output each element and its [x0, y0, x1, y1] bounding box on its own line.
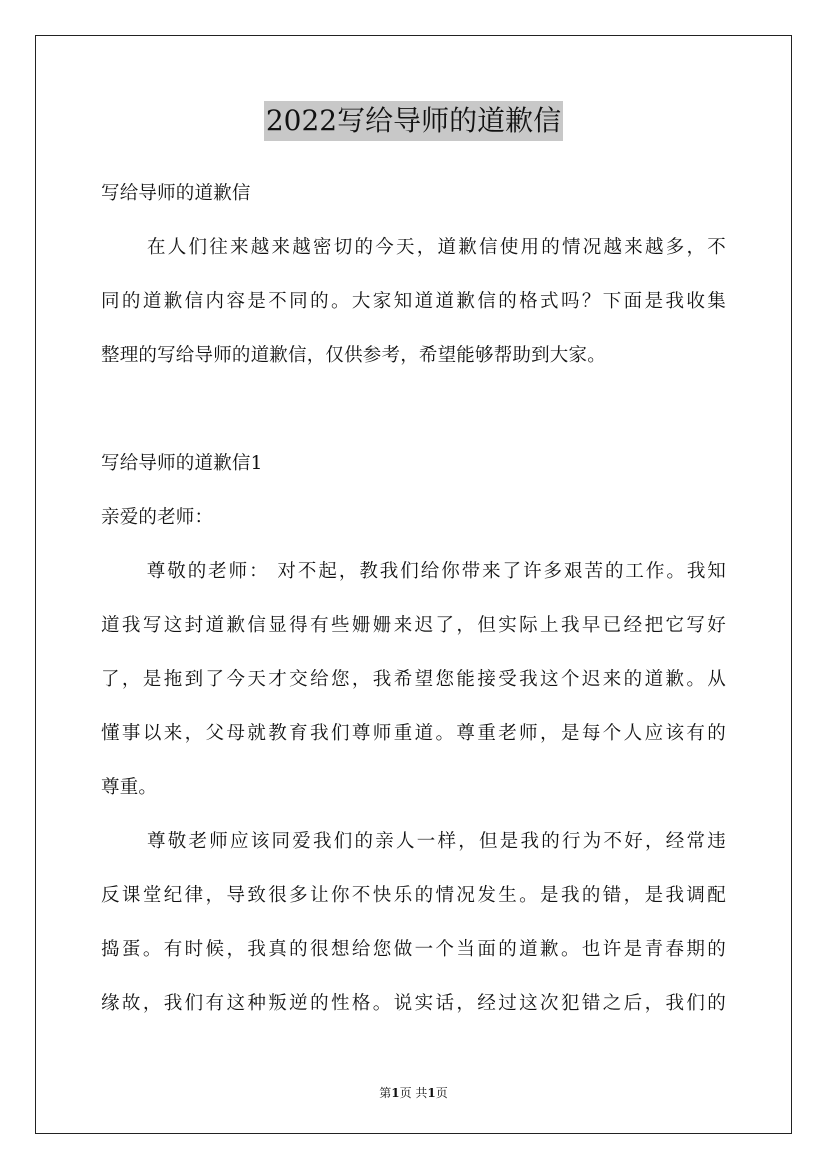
paragraph-line: 懂事以来，父母就教育我们尊师重道。尊重老师，是每个人应该有的	[101, 723, 726, 744]
paragraph-line	[101, 236, 726, 260]
page-footer	[0, 1085, 827, 1101]
salutation: 亲爱的老师：	[101, 507, 214, 528]
paragraph-line: 捣蛋。有时候，我真的很想给您做一个当面的道歉。也许是青春期的	[101, 939, 726, 960]
paragraph-line: 了，是拖到了今天才交给您，我希望您能接受我这个迟来的道歉。从	[101, 669, 726, 690]
footer-suffix: 页	[435, 1086, 448, 1100]
paragraph-line	[101, 830, 726, 854]
paragraph-line: 反课堂纪律，导致很多让你不快乐的情况发生。是我的错，是我调配	[101, 885, 726, 906]
footer-prefix: 第	[379, 1086, 392, 1100]
letter-heading: 写给导师的道歉信1	[101, 453, 263, 474]
footer-mid: 页 共	[399, 1086, 428, 1100]
paragraph-line	[101, 560, 726, 584]
paragraph-line: 道我写这封道歉信显得有些姗姗来迟了，但实际上我早已经把它写好	[101, 615, 726, 636]
paragraph-line: 整理的写给导师的道歉信，仅供参考，希望能够帮助到大家。	[101, 345, 606, 366]
paragraph-text: 尊敬老师应该同爱我们的亲人一样，但是我的行为不好，经常违	[145, 831, 726, 852]
paragraph-text: 尊敬的老师： 对不起，教我们给你带来了许多艰苦的工作。我知	[145, 561, 726, 582]
section-heading: 写给导师的道歉信	[101, 183, 251, 204]
paragraph-text: 在人们往来越来越密切的今天，道歉信使用的情况越来越多，不	[145, 237, 726, 258]
title-container	[0, 101, 827, 141]
footer-total-pages: 1	[427, 1086, 436, 1100]
footer-page-number: 1	[391, 1086, 400, 1100]
paragraph-line: 缘故，我们有这种叛逆的性格。说实话，经过这次犯错之后，我们的	[101, 993, 726, 1014]
document-title: 2022写给导师的道歉信	[264, 101, 563, 141]
paragraph-line: 同的道歉信内容是不同的。大家知道道歉信的格式吗？下面是我收集	[101, 291, 726, 312]
paragraph-line: 尊重。	[101, 777, 158, 798]
